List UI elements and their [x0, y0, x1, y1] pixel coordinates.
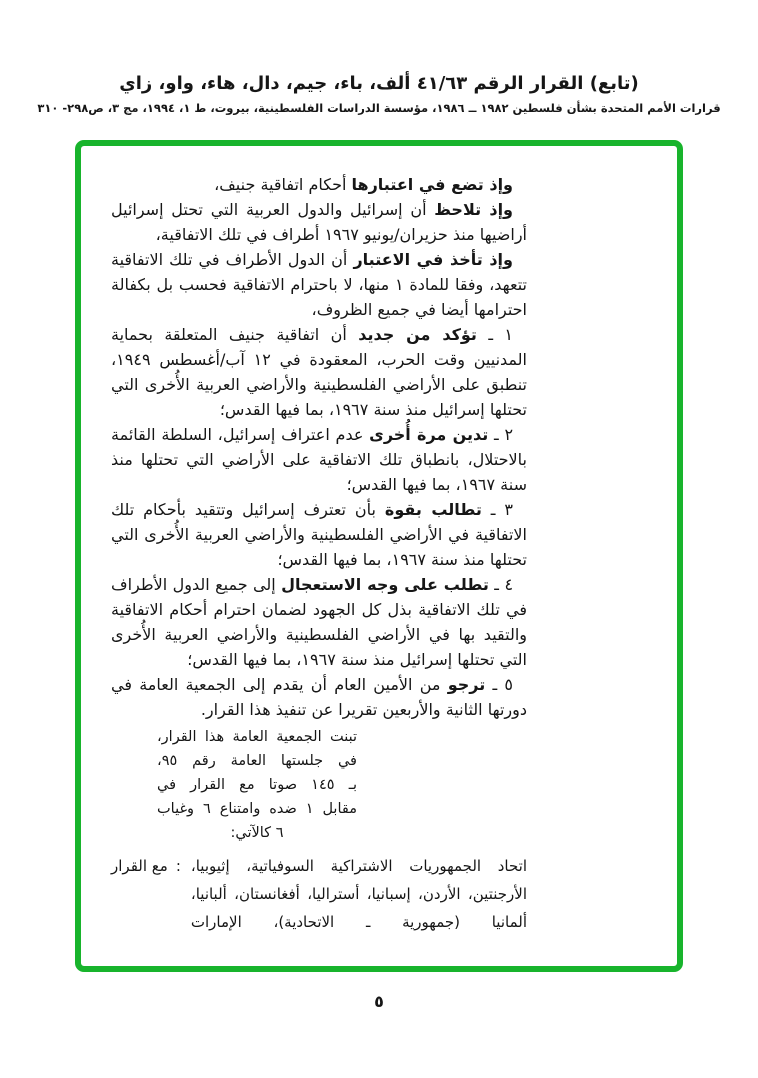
preamble-rest: أن الدول الأطراف في تلك الاتفاقية تتعهد، وفقا للمادة ١ منها، لا باحترام الاتفاقية فحسب بل بكفالة احترامها أيضا في جميع الظروف، — [111, 250, 528, 319]
adoption-line: مقابل ١ ضده وامتناع ٦ وغياب — [157, 801, 357, 817]
vote-with-row — [111, 852, 527, 936]
vote-with-countries: اتحاد الجمهوريات الاشتراكية السوفياتية، إثيوبيا، الأرجنتين، الأردن، إسبانيا، أستراليا، أفغانستان، ألبانيا، ألمانيا (جمهورية ـ الاتحادية)، الإمارات — [190, 857, 527, 931]
preamble-paragraph — [111, 197, 527, 247]
paragraph-number: ٤ ـ — [488, 575, 514, 594]
page-header — [0, 72, 758, 116]
operative-paragraph-4 — [111, 572, 527, 672]
operative-paragraph-5 — [111, 672, 527, 722]
operative-rest: بأن تعترف إسرائيل وتتقيد بأحكام تلك الاتفاقية في الأراضي الفلسطينية والأراضي العربية الأُخرى التي تحتلها منذ سنة ١٩٦٧، بما فيها القدس؛ — [111, 500, 527, 569]
resolution-text — [81, 146, 677, 966]
preamble-lead: وإذ تضع في اعتبارها — [351, 175, 513, 194]
operative-lead: تؤكد من جديد — [358, 325, 477, 344]
paragraph-number: ١ ـ — [476, 325, 513, 344]
preamble-paragraph — [111, 247, 527, 322]
operative-rest: أن اتفاقية جنيف المتعلقة بحماية المدنيين وقت الحرب، المعقودة في ١٢ آب/أغسطس ١٩٤٩، تنطبق على الأراضي الفلسطينية والأراضي العربية الأُخرى التي تحتلها إسرائيل منذ سنة ١٩٦٧، بما فيها القدس؛ — [111, 325, 527, 419]
adoption-line: في جلستها العامة رقم ٩٥، — [157, 753, 357, 769]
adoption-line: ٦ كالآتي: — [230, 825, 284, 841]
paragraph-number: ٣ ـ — [481, 500, 513, 519]
preamble-rest: أحكام اتفاقية جنيف، — [214, 175, 352, 194]
operative-lead: تدين مرة أُخرى — [369, 425, 489, 444]
preamble-rest: أن إسرائيل والدول العربية التي تحتل إسرائيل أراضيها منذ حزيران/يونيو ١٩٦٧ أطراف في تلك الاتفاقية، — [111, 200, 527, 244]
preamble-lead: وإذ تلاحظ — [434, 200, 514, 219]
vote-with-label: مع القرار — [111, 857, 168, 875]
paragraph-number: ٢ ـ — [488, 425, 514, 444]
source-citation: قرارات الأمم المتحدة بشأن فلسطين ١٩٨٢ ــ ١٩٨٦، مؤسسة الدراسات الفلسطينية، بيروت، ط ١، ١٩٩٤، مج ٣، ص٢٩٨- ٣١٠ — [37, 101, 721, 115]
page-number: ٥ — [374, 992, 384, 1011]
operative-lead: ترجو — [447, 675, 486, 694]
operative-lead: تطالب بقوة — [384, 500, 482, 519]
preamble-paragraph — [111, 172, 527, 197]
operative-paragraph-2 — [111, 422, 527, 497]
paragraph-number: ٥ ـ — [485, 675, 514, 694]
resolution-title: (تابع) القرار الرقم ٤١/٦٣ ألف، باء، جيم، دال، هاء، واو، زاي — [119, 73, 639, 94]
operative-paragraph-3 — [111, 497, 527, 572]
adoption-summary — [157, 725, 357, 845]
operative-paragraph-1 — [111, 322, 527, 422]
operative-lead: تطلب على وجه الاستعجال — [281, 575, 489, 594]
vote-with-colon: : — [175, 857, 181, 875]
operative-rest: إلى جميع الدول الأطراف في تلك الاتفاقية بذل كل الجهود لضمان احترام أحكام الاتفاقية والتقيد بها في الأراضي الفلسطينية والأراضي العربية الأُخرى التي تحتلها إسرائيل منذ سنة ١٩٦٧، بما فيها القدس؛ — [111, 575, 527, 669]
excerpt-highlight-box — [75, 140, 683, 972]
adoption-line: تبنت الجمعية العامة هذا القرار، — [157, 729, 357, 745]
operative-rest: من الأمين العام أن يقدم إلى الجمعية العامة في دورتها الثانية والأربعين تقريرا عن تنفيذ هذا القرار. — [111, 675, 527, 719]
operative-rest: عدم اعتراف إسرائيل، السلطة القائمة بالاحتلال، بانطباق تلك الاتفاقية على الأراضي التي تحتلها منذ سنة ١٩٦٧، بما فيها القدس؛ — [111, 425, 527, 494]
preamble-lead: وإذ تأخذ في الاعتبار — [353, 250, 513, 269]
adoption-line: بـ ١٤٥ صوتا مع القرار في — [157, 777, 357, 793]
